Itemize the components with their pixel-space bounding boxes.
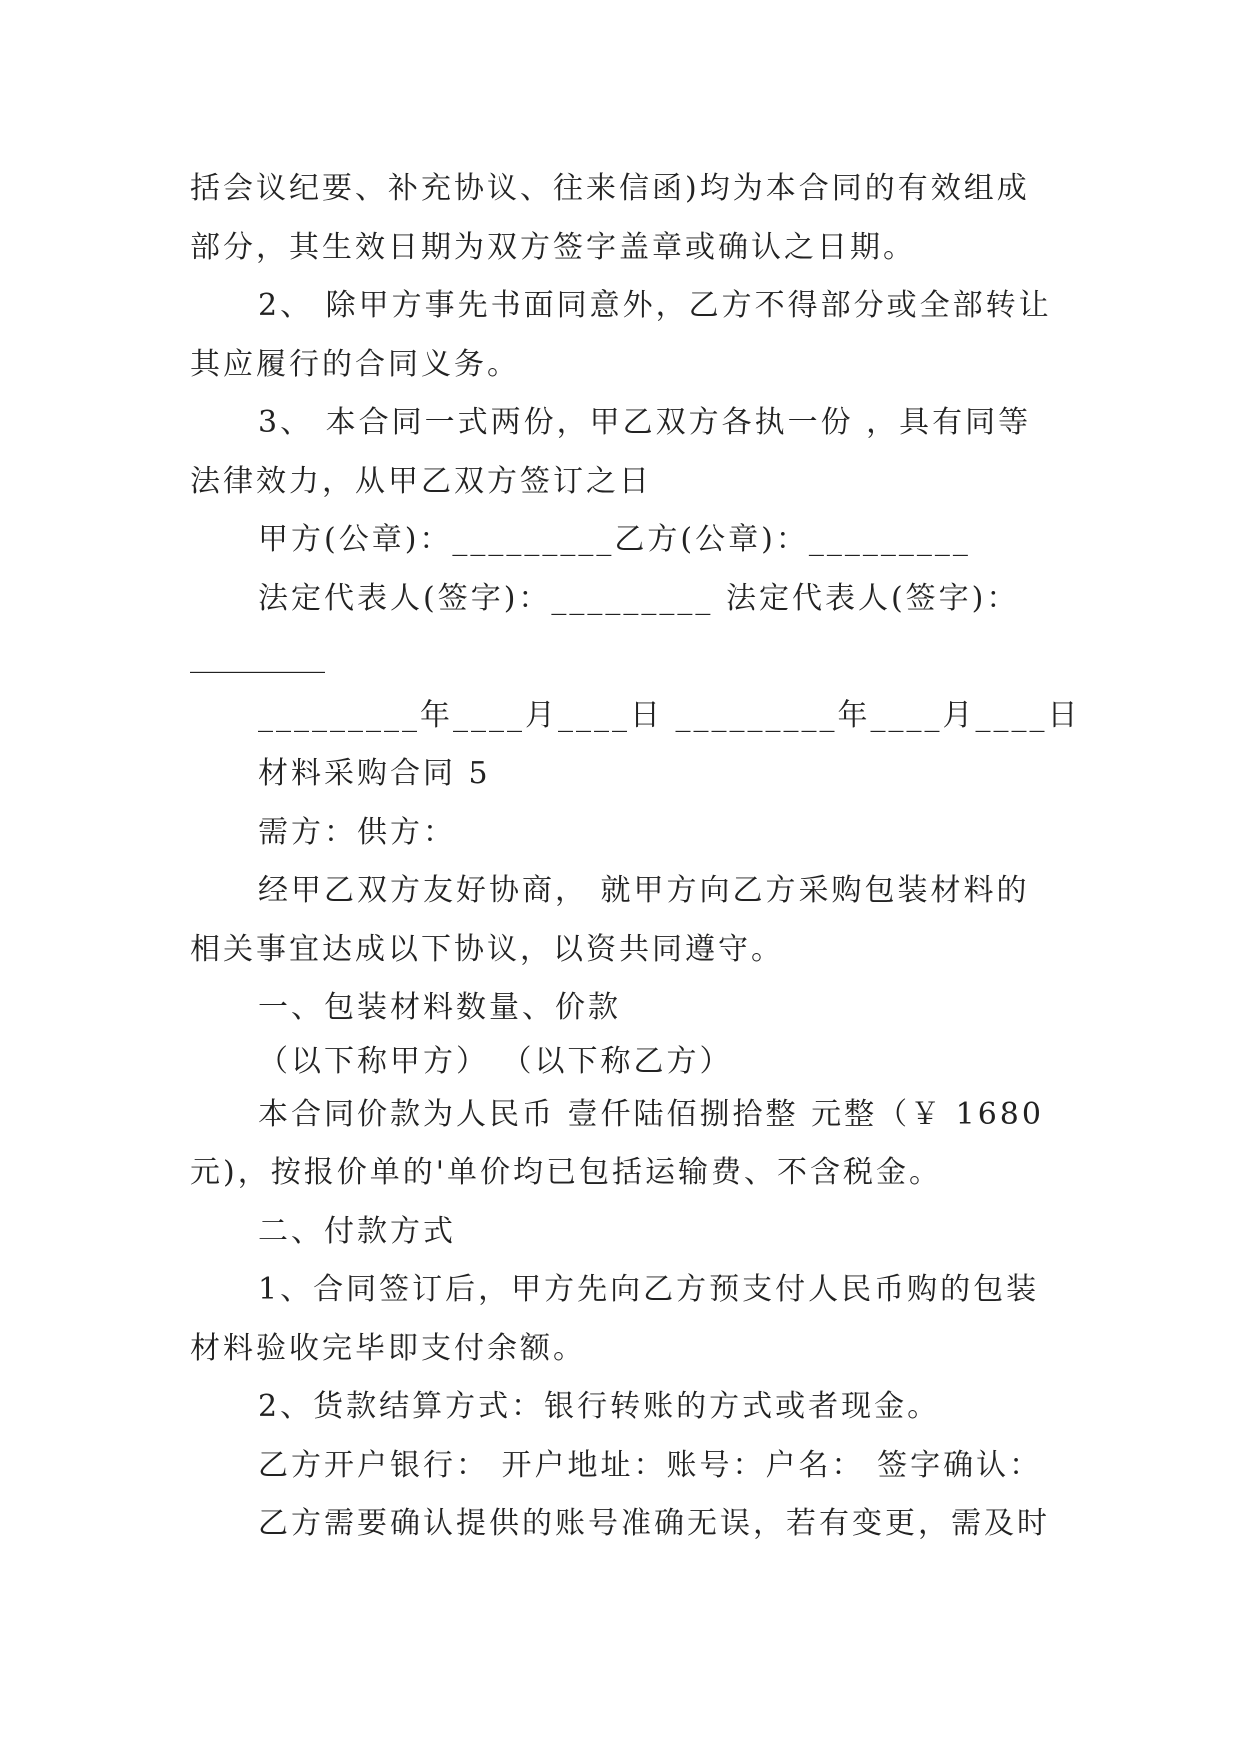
- text-line: 乙方需要确认提供的账号准确无误，若有变更，需及时: [258, 1506, 1050, 1541]
- text-line: 2、货款结算方式：银行转账的方式或者现金。: [258, 1389, 941, 1424]
- text-line: 1、合同签订后，甲方先向乙方预支付人民币购的包装: [258, 1272, 1040, 1307]
- text-line: 经甲乙双方友好协商， 就甲方向乙方采购包装材料的: [258, 873, 1030, 908]
- text-line: 元)，按报价单的'单价均已包括运输费、不含税金。: [190, 1155, 942, 1190]
- text-line: 法律效力，从甲乙双方签订之日: [190, 463, 652, 499]
- clause-heading: 一、包装材料数量、价款: [258, 990, 621, 1025]
- text-line: 本合同价款为人民币 壹仟陆佰捌拾整 元整（￥ 1680: [258, 1096, 1044, 1132]
- parties-line: 需方：供方：: [258, 814, 456, 850]
- text-line: 其应履行的合同义务。: [190, 346, 520, 382]
- text-line: （以下称甲方） （以下称乙方）: [258, 1043, 733, 1079]
- text-line: 2、 除甲方事先书面同意外，乙方不得部分或全部转让: [258, 288, 1052, 323]
- signature-blank: _________: [190, 639, 325, 674]
- text-line: 材料验收完毕即支付余额。: [190, 1330, 586, 1366]
- text-line: 括会议纪要、补充协议、往来信函)均为本合同的有效组成: [190, 171, 1030, 206]
- text-line: 部分，其生效日期为双方签字盖章或确认之日期。: [190, 229, 916, 265]
- document-body: [190, 160, 1081, 1554]
- date-line: _________年____月____日 _________年____月____日: [258, 697, 1081, 733]
- text-line: 3、 本合同一式两份，甲乙双方各执一份 ，具有同等: [258, 405, 1032, 440]
- bank-info-line: 乙方开户银行： 开户地址：账号：户名： 签字确认：: [258, 1447, 1043, 1483]
- clause-heading: 二、付款方式: [258, 1213, 456, 1249]
- section-title: 材料采购合同 5: [258, 756, 491, 791]
- text-line: 相关事宜达成以下协议，以资共同遵守。: [190, 931, 784, 967]
- signature-line-seals: 甲方(公章)：_________乙方(公章)：_________: [258, 522, 971, 557]
- signature-line-representatives: 法定代表人(签字)：_________ 法定代表人(签字)：: [258, 580, 1020, 616]
